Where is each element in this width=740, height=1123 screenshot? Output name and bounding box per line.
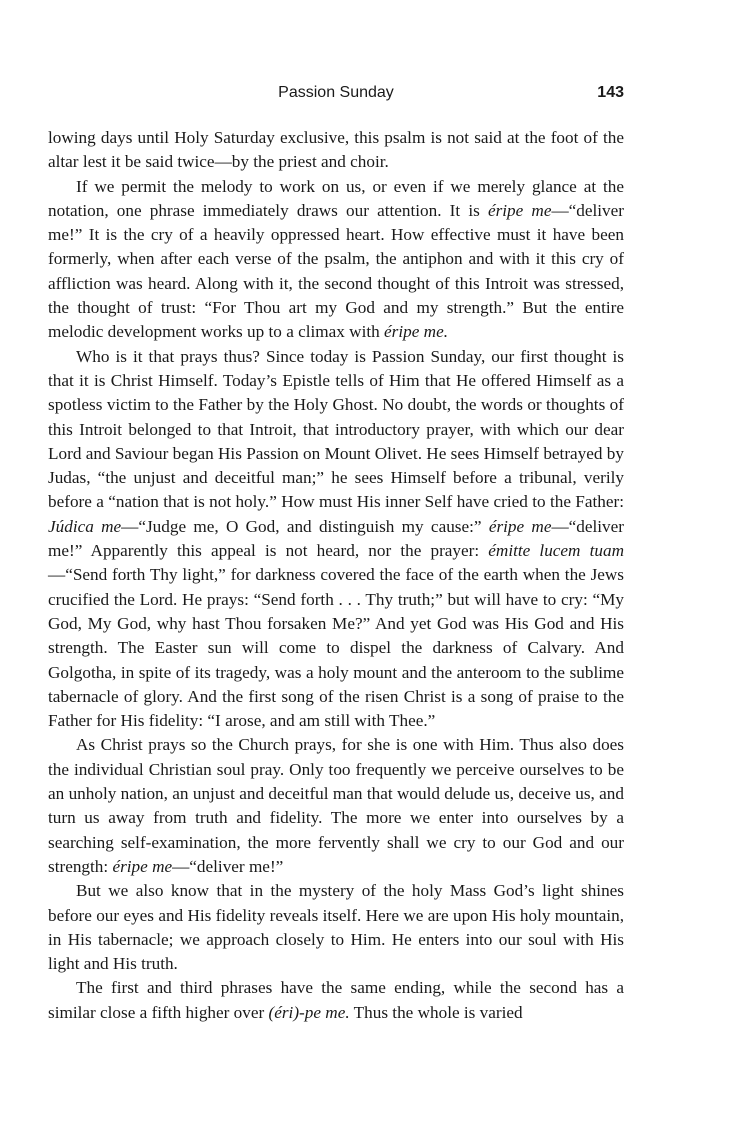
text-run: If we permit the melody to work on us, or even if we merely glance at the notation, one phrase immediately draws our attention. It is [48,176,624,220]
paragraph [48,879,624,976]
running-head [48,78,624,110]
text-run: —“deliver me!” It is the cry of a heavily oppressed heart. How effective must it have been formerly, when after each verse of the psalm, the antiphon and with it this cry of affliction was heard. Along with it, the second thought of this Introit was stressed, the thought of trust: “For Thou art my God and my strength.” But the entire melodic development works up to a climax with [48,200,624,342]
italic-phrase: (éri)-pe me. [268,1002,350,1022]
body-text [48,126,624,1025]
paragraph [48,126,624,175]
running-title: Passion Sunday [278,84,394,101]
text-run: Thus the whole is varied [349,1002,523,1022]
text-run: The first and third phrases have the same ending, while the second has a similar close a fifth higher over [48,978,624,1022]
text-run: —“Send forth Thy light,” for darkness covered the face of the earth when the Jews crucified the Lord. He prays: “Send forth . . . Thy truth;” but will have to cry: “My God, My God, why hast Thou forsaken Me?” And yet God was His God and His strength. The Easter sun will come to dispel the darkness of Calvary. And Golgotha, in spite of its tragedy, was a holy mount and the anteroom to the sublime tabernacle of glory. And the first song of the risen Christ is a song of praise to the Father for His fidelity: “I arose, and am still with Thee.” [48,565,624,731]
italic-phrase: éripe me [487,200,552,220]
paragraph [48,733,624,879]
text-run: Who is it that prays thus? Since today is Passion Sunday, our first thought is that it is Christ Himself. Today’s Epistle tells of Him that He offered Himself as a spotless victim to the Father by the Holy Ghost. No doubt, the words or thoughts of this Introit belonged to that Introit, that introductory prayer, with which our dear Lord and Saviour began His Passion on Mount Olivet. He sees Himself betrayed by Judas, “the unjust and deceitful man;” he sees Himself before a tribunal, verily before a “nation that is not holy.” How must His inner Self have cried to the Father: [48,346,624,512]
text-run: —“deliver me!” [172,856,284,876]
italic-phrase: émitte lucem tuam [488,541,624,561]
paragraph [48,976,624,1025]
text-run: —“deliver me!” Apparently this appeal is not heard, nor the prayer: [48,516,625,561]
italic-phrase: éripe me [488,516,552,536]
paragraph [48,345,624,734]
italic-phrase: éripe me. [384,322,448,342]
book-page [48,78,624,1025]
paragraph [48,175,624,345]
italic-phrase: éripe me [112,856,173,876]
italic-phrase: Júdica me [48,516,122,536]
text-run: —“Judge me, O God, and distinguish my cause:” [121,516,489,536]
text-run: lowing days until Holy Saturday exclusive, this psalm is not said at the foot of the altar lest it be said twice—by the priest and choir. [48,128,624,172]
text-run: As Christ prays so the Church prays, for she is one with Him. Thus also does the individual Christian soul pray. Only too frequently we perceive ourselves to be an unholy nation, an unjust and deceitful man that would delude us, deceive us, and turn us away from truth and fidelity. The more we enter into ourselves by a searching self-examination, the more fervently shall we cry to our God and our strength: [48,735,624,876]
text-run: But we also know that in the mystery of the holy Mass God’s light shines before our eyes and His fidelity reveals itself. Here we are upon His holy mountain, in His tabernacle; we approach closely to Him. He enters into our soul with His light and His truth. [48,881,624,974]
page-number: 143 [597,84,624,101]
